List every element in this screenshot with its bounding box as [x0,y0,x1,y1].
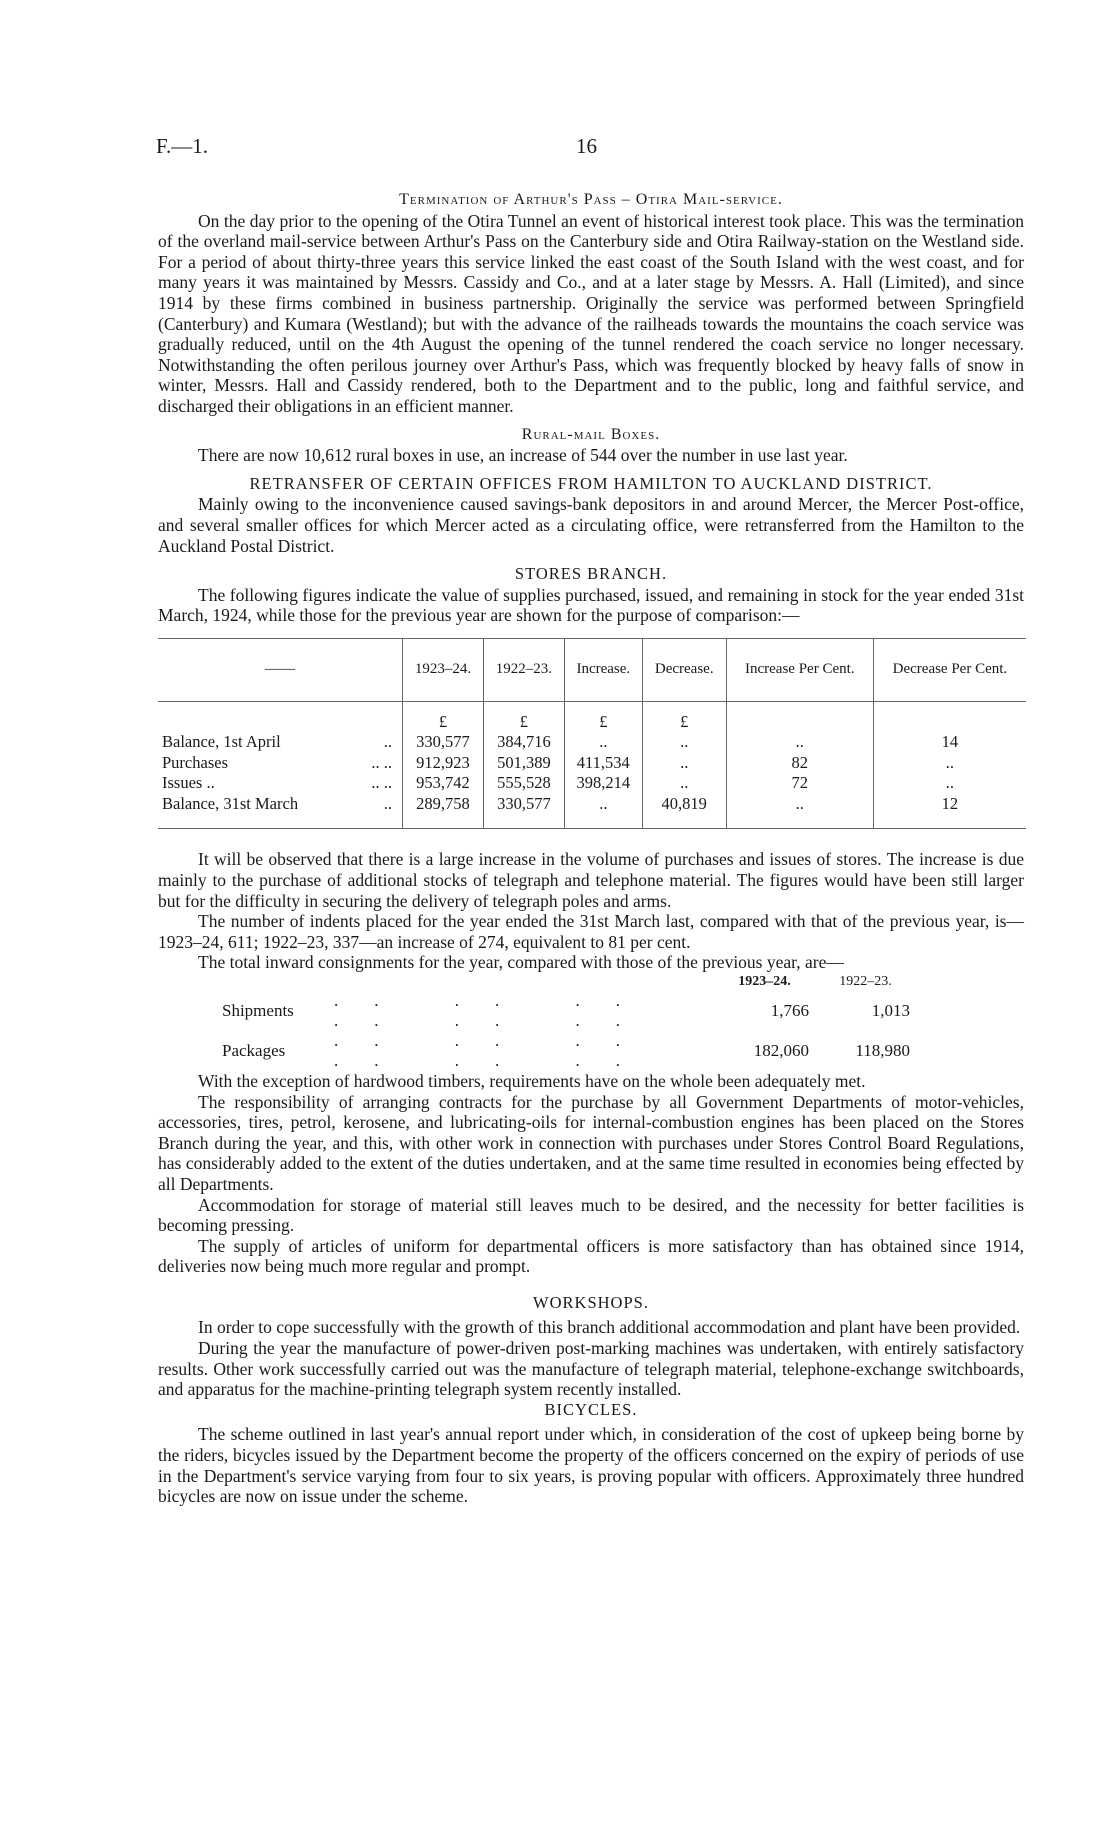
table-row [158,753,1026,774]
paragraph-stores-increase: It will be observed that there is a large increase in the volume of purchases and issues of stores. The increase is due mainly to the purchase of additional stocks of telegraph and telephone material. The figures would have been still larger but for the difficulty in securing the delivery of telegraph poles and arms. [158,849,1024,911]
unit-cell: £ [483,701,564,732]
heading-arthurs-pass: Termination of Arthur's Pass – Otira Mail-service. [399,191,783,208]
paragraph-stores-accommodation: Accommodation for storage of material still leaves much to be desired, and the necessity for better facilities is becoming pressing. [158,1194,1024,1236]
unit-cell: £ [642,701,726,732]
table-row [158,773,1026,794]
cell-decrease: .. [642,732,726,753]
cell-1923-24: 289,758 [403,794,484,829]
cell-increase-per-cent: .. [726,794,873,829]
cell-increase-per-cent: 72 [726,773,873,794]
paragraph-stores-indents: The number of indents placed for the year ended the 31st March last, compared with that of the previous year, is—1923–24, 611; 1922–23, 337—an increase of 274, equivalent to 81 per cent. [158,911,1024,952]
cell-increase-per-cent: 82 [726,753,873,774]
header-1923-24: 1923–24. [738,973,791,989]
cell-1923-24: 330,577 [403,732,484,753]
paragraph-stores-hardwood: With the exception of hardwood timbers, requirements have on the whole been adequately met. [198,1070,866,1091]
table-row [222,991,916,1031]
heading-stores: STORES BRANCH. [514,564,668,584]
row-label: Issues .. [162,773,215,793]
cell-1923-24: 912,923 [403,753,484,774]
leader-dots: .. .. [371,752,392,772]
heading-rural-mail: Rural-mail Boxes. [521,425,661,443]
header-blank: —— [158,638,403,701]
cell-increase-per-cent: .. [726,732,873,753]
row-label: Balance, 31st March [162,793,299,813]
paragraph-retransfer: Mainly owing to the inconvenience caused savings-bank depositors in and around Mercer, the Mercer Post-office, and several smaller offices for which Mercer acted as a circulating office, were retransferred from the Hamilton to the Auckland Postal District. [158,494,1024,556]
cell-increase: 411,534 [564,753,642,774]
leader-dots: .. .. [371,773,392,793]
cell-1922-23: 118,980 [855,1040,910,1060]
row-label: Purchases [162,752,228,772]
header-decrease-per-cent: Decrease Per Cent. [873,638,1026,701]
document-reference: F.—1. [156,134,208,158]
row-label: Balance, 1st April [162,732,281,752]
table-row [158,794,1026,829]
paragraph-stores-intro: The following figures indicate the value of supplies purchased, issued, and remaining in stock for the year ended 31st March, 1924, while those for the previous year are shown for the purpose of comparison:— [158,584,1024,626]
page-number: 16 [576,134,597,158]
cell-decrease-per-cent: 14 [873,732,1026,753]
cell-1922-23: 330,577 [483,794,564,829]
cell-increase: .. [564,732,642,753]
unit-cell: £ [403,701,484,732]
paragraph-workshops-1: In order to cope successfully with the growth of this branch additional accommodation and plant have been provided. [198,1317,1021,1338]
stores-table [158,638,1026,830]
paragraph-rural-mail: There are now 10,612 rural boxes in use, an increase of 544 over the number in use last year. [198,445,848,466]
consignments-header [222,973,916,991]
paragraph-stores-uniform: The supply of articles of uniform for departmental officers is more satisfactory than has obtained since 1914, deliveries now being much more regular and prompt. [158,1235,1024,1277]
consignments-table [222,973,916,1071]
cell-decrease-per-cent: 12 [873,794,1026,829]
cell-increase: 398,214 [564,773,642,794]
header-1922-23: 1922–23. [483,638,564,701]
cell-1922-23: 1,013 [871,1000,910,1020]
paragraph-arthurs-pass: On the day prior to the opening of the Otira Tunnel an event of historical interest took place. This was the termination of the overland mail-service between Arthur's Pass on the Canterbury side and Otira Railway-station on the Westland side. For a period of about thirty-three years this service linked the east coast of the South Island with the west coast, and for many years it was maintained by Messrs. Cassidy and Co., and at a later stage by Messrs. A. Hall (Limited), and since 1914 by these firms combined in business partnership. Originally the service was performed between Springfield (Canterbury) and Kumara (Westland); but with the advance of the railheads towards the mountains the coach service was gradually reduced, until on the 4th August the opening of the tunnel rendered the coach service no longer necessary. Notwithstanding the often perilous journey over Arthur's Pass, which was frequently blocked by heavy falls of snow in winter, Messrs. Hall and Cassidy rendered, both to the Department and to the public, long and faithful service, and discharged their obligations in an efficient manner. [158,210,1024,416]
paragraph-workshops-2: During the year the manufacture of power-driven post-marking machines was undertaken, with entirely satisfactory results. Other work successfully carried out was the manufacture of telegraph material, telephone-exchange switchboards, and apparatus for the machine-printing telegraph system recently installed. [158,1338,1024,1400]
cell-decrease-per-cent: .. [873,753,1026,774]
row-label: Packages [222,1040,286,1060]
text-column [158,190,1024,1507]
leader-dots: .. .. .. .. .. .. [334,1030,656,1070]
units-row [158,701,1026,732]
cell-decrease: .. [642,773,726,794]
cell-1923-24: 953,742 [403,773,484,794]
leader-dots: .. .. .. .. .. .. [334,990,656,1030]
header-1923-24: 1923–24. [403,638,484,701]
cell-decrease: 40,819 [642,794,726,829]
paragraph-stores-consignments: The total inward consignments for the year, compared with those of the previous year, are— [198,952,844,973]
header-increase-per-cent: Increase Per Cent. [726,638,873,701]
cell-decrease-per-cent: .. [873,773,1026,794]
cell-1922-23: 384,716 [483,732,564,753]
table-row [222,1031,916,1071]
cell-increase: .. [564,794,642,829]
paragraph-bicycles: The scheme outlined in last year's annual report under which, in consideration of the cost of upkeep being borne by the riders, bicycles issued by the Department become the property of the officers concerned on the expiry of periods of use in the Department's service varying from four to six years, is proving popular with officers. Approximately three hundred bicycles are now on issue under the scheme. [158,1424,1024,1507]
heading-workshops: WORKSHOPS. [533,1292,649,1312]
running-head [156,136,1026,160]
paragraph-stores-contracts: The responsibility of arranging contracts for the purchase by all Government Departments of motor-vehicles, accessories, tires, petrol, kerosene, and lubricating-oils for internal-combustion engines has been placed on the Stores Branch during the year, and this, with other work in connection with purchases under Stores Control Board Regulations, has considerably added to the extent of the duties undertaken, and at the same time resulted in economies being effected by all Departments. [158,1091,1024,1194]
cell-1923-24: 182,060 [753,1040,809,1060]
table-row [158,732,1026,753]
cell-1922-23: 501,389 [483,753,564,774]
row-label: Shipments [222,1000,294,1020]
heading-retransfer: RETRANSFER OF CERTAIN OFFICES FROM HAMILTON TO AUCKLAND DISTRICT. [249,473,933,493]
leader-dots: .. [383,793,392,813]
heading-bicycles: BICYCLES. [544,1399,638,1419]
unit-cell: £ [564,701,642,732]
stores-table-header [158,638,1026,701]
header-decrease: Decrease. [642,638,726,701]
cell-decrease: .. [642,753,726,774]
header-increase: Increase. [564,638,642,701]
cell-1923-24: 1,766 [770,1000,809,1020]
leader-dots: .. [383,732,392,752]
header-1922-23: 1922–23. [839,973,892,989]
cell-1922-23: 555,528 [483,773,564,794]
